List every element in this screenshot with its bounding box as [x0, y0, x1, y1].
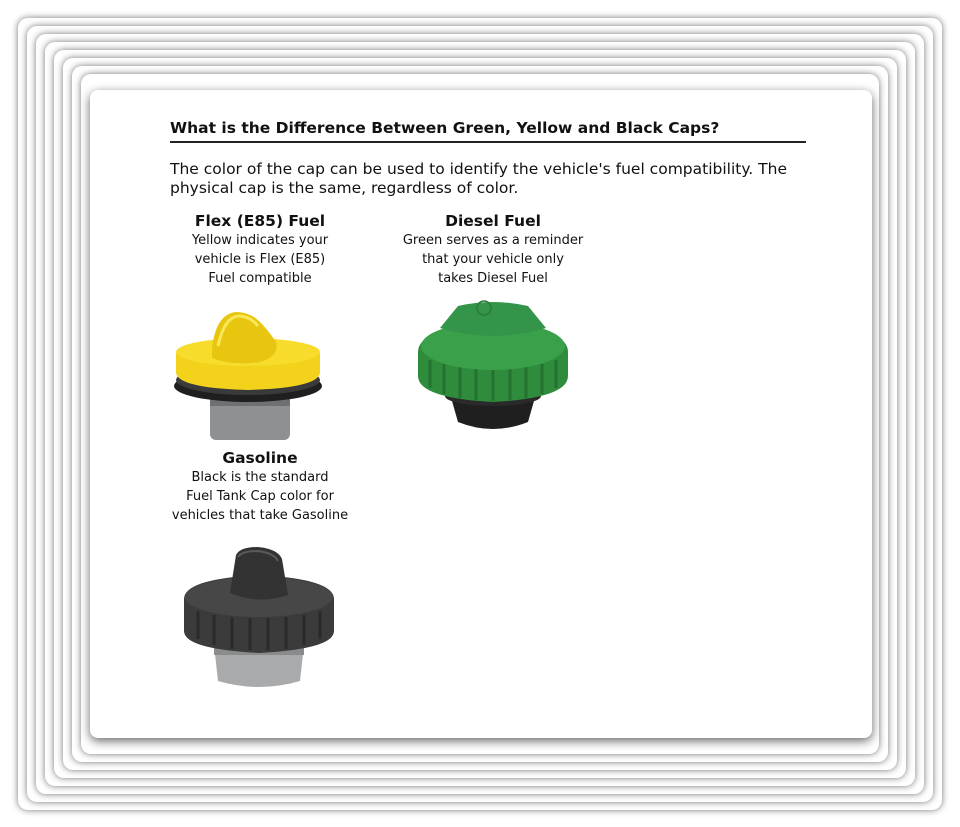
diesel-fuel-line: that your vehicle only [422, 252, 564, 267]
diesel-fuel-line: takes Diesel Fuel [438, 271, 548, 286]
flex-fuel-title: Flex (E85) Fuel [194, 212, 326, 230]
flex-fuel-line: vehicle is Flex (E85) [194, 252, 326, 267]
gasoline-line: Fuel Tank Cap color for [186, 489, 334, 504]
gasoline-title: Gasoline [222, 449, 298, 467]
diesel-fuel-block [388, 211, 598, 288]
flex-fuel-block [160, 211, 360, 288]
black-fuel-cap-image [178, 545, 340, 691]
intro-paragraph: The color of the cap can be used to identify the vehicle's fuel compatibility. The physical cap is the same, regardless of color. [170, 160, 787, 197]
gasoline-block [160, 448, 360, 525]
green-fuel-cap-image [412, 298, 574, 434]
gasoline-line: vehicles that take Gasoline [171, 508, 349, 523]
yellow-fuel-cap-image [172, 308, 324, 442]
page-heading: What is the Difference Between Green, Yellow and Black Caps? [170, 119, 806, 143]
flex-fuel-line: Yellow indicates your [191, 233, 329, 248]
flex-fuel-line: Fuel compatible [208, 271, 312, 286]
document-page [90, 90, 872, 738]
diesel-fuel-title: Diesel Fuel [445, 212, 541, 230]
gasoline-line: Black is the standard [191, 470, 329, 485]
diesel-fuel-line: Green serves as a reminder [402, 233, 584, 248]
